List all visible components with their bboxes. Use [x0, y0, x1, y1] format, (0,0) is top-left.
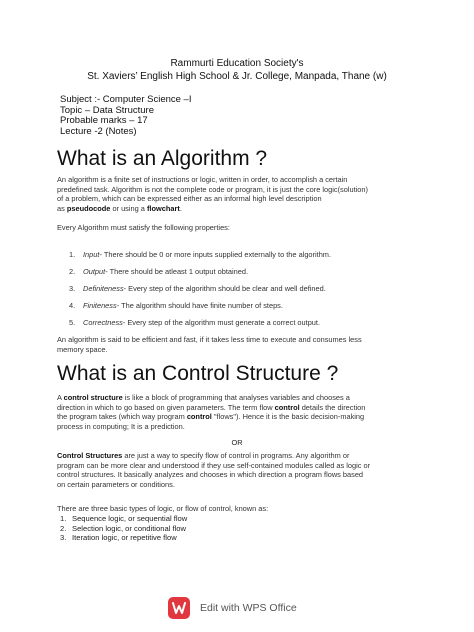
control-structures-term: Control Structures [57, 451, 123, 460]
text-line [57, 451, 417, 461]
text-line: predefined task. Algorithm is not the complete code or program, it is just the core logic(solution) [57, 184, 368, 194]
list-number: 3. [60, 533, 67, 543]
list-item [60, 514, 187, 524]
text-line: of a problem, which can be expressed either as an informal high level description [57, 194, 322, 204]
text-line: An algorithm is said to be efficient and fast, if it takes less time to execute and consumes less [57, 335, 362, 344]
society-name: Rammurti Education Society's [170, 58, 304, 69]
list-item [57, 301, 283, 310]
list-number: 5. [69, 318, 76, 327]
control-structure-definition [57, 393, 417, 431]
type-text: Iteration logic, or repetitive flow [72, 533, 177, 543]
text-line [57, 412, 417, 422]
algorithm-definition [57, 175, 417, 213]
school-name: St. Xaviers’ English High School & Jr. College, Manpada, Thane (w) [87, 71, 387, 82]
document-meta [60, 95, 191, 137]
property-text: - The algorithm should have finite number of steps. [116, 301, 283, 310]
flowchart-term: flowchart [146, 203, 180, 213]
text-span: the program takes (which way program [57, 412, 187, 422]
list-number: 4. [69, 301, 76, 310]
efficiency-note [57, 335, 417, 354]
list-item [57, 318, 320, 327]
text-span: or using a [110, 203, 147, 213]
meta-topic: Topic – Data Structure [60, 104, 154, 116]
property-text: - There should be 0 or more inputs supplied externally to the algorithm. [99, 250, 332, 259]
list-item [60, 533, 187, 543]
control-term: control [274, 402, 300, 412]
property-text: - There should be atleast 1 output obtained. [105, 267, 249, 276]
property-text: - Every step of the algorithm should be clear and well defined. [123, 284, 326, 293]
wps-w-glyph [172, 602, 186, 614]
list-number: 3. [69, 284, 76, 293]
wps-label: Edit with WPS Office [200, 602, 297, 614]
control-term: control [186, 412, 212, 422]
wps-logo-icon [168, 597, 190, 619]
control-structures-explanation [57, 451, 417, 489]
text-line: An algorithm is a finite set of instructions or logic, written in order, to accomplish a certain [57, 175, 348, 184]
text-span: is like a block of programming that analyses variables and chooses a [122, 393, 350, 402]
text-line: on certain parameters or conditions. [57, 479, 175, 489]
list-item [57, 267, 248, 276]
text-line [57, 403, 417, 413]
or-separator: OR [231, 438, 243, 447]
property-term: Output [83, 267, 106, 276]
text-line: program can be more clear and understood if they use self-contained modules called as logic or [57, 460, 371, 470]
text-span: A [57, 393, 64, 402]
text-line [57, 204, 417, 214]
list-item [60, 524, 187, 534]
meta-lecture: Lecture -2 (Notes) [60, 125, 137, 137]
property-term: Correctness [83, 318, 123, 327]
text-line [57, 393, 417, 403]
text-span: . [179, 203, 182, 213]
property-text: - Every step of the algorithm must generate a correct output. [122, 318, 321, 327]
text-span: "flows"). Hence it is the basic decision-making [211, 412, 365, 422]
heading-control-structure: What is an Control Structure ? [57, 362, 339, 385]
text-span: direction in which to go based on given parameters. The term flow [57, 402, 275, 412]
list-number: 2. [60, 523, 67, 533]
meta-subject: Subject :- Computer Science –I [60, 94, 192, 105]
heading-algorithm: What is an Algorithm ? [57, 147, 268, 170]
pseudocode-term: pseudocode [66, 203, 111, 213]
properties-intro: Every Algorithm must satisfy the following properties: [57, 223, 230, 232]
types-intro: There are three basic types of logic, or flow of control, known as: [57, 504, 269, 513]
list-number: 2. [69, 267, 76, 276]
type-text: Sequence logic, or sequential flow [72, 514, 188, 523]
text-line: memory space. [57, 344, 108, 354]
text-span: are just a way to specify flow of control in programs. Any algorithm or [122, 451, 350, 460]
property-term: Input [83, 250, 100, 259]
edit-with-wps-button[interactable] [168, 596, 297, 620]
list-number: 1. [60, 514, 67, 523]
property-term: Finiteness [83, 301, 117, 310]
control-structure-term: control structure [63, 393, 123, 402]
text-span: as [57, 203, 67, 213]
types-list [60, 514, 187, 543]
text-span: details the direction [299, 402, 366, 412]
type-text: Selection logic, or conditional flow [72, 523, 186, 533]
list-item [57, 284, 326, 293]
list-number: 1. [69, 250, 76, 259]
text-line: control structures. It basically analyzes and chooses in which direction a program flows based [57, 470, 364, 480]
list-item [57, 250, 331, 259]
text-line: process in computing; It is a prediction. [57, 421, 185, 431]
property-term: Definiteness [83, 284, 124, 293]
meta-marks: Probable marks – 17 [60, 115, 148, 126]
